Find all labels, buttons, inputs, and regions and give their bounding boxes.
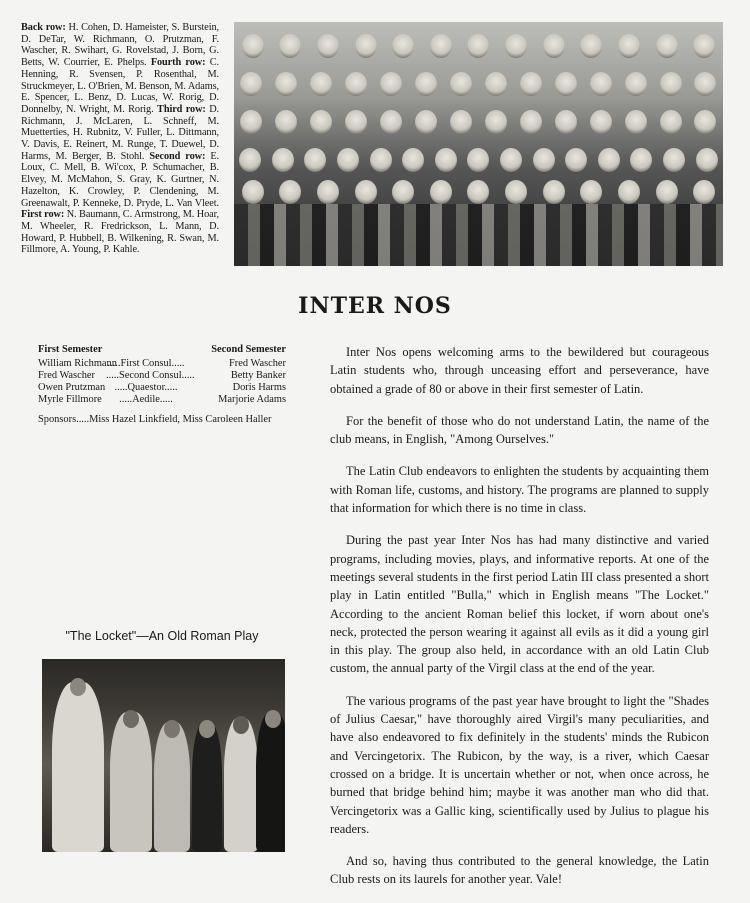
second-row-label: Second row: bbox=[149, 150, 206, 162]
page-title: INTER NOS bbox=[298, 293, 452, 319]
officer-row: Myrle Fillmore .....Aedile..... Marjorie Adams bbox=[38, 394, 286, 405]
photo-row-first bbox=[234, 180, 723, 204]
photo-row-fourth bbox=[234, 72, 723, 96]
photo-row-third bbox=[234, 110, 723, 134]
officers-table bbox=[38, 344, 286, 406]
officers-header bbox=[38, 344, 286, 356]
paragraph: And so, having thus contributed to the general knowledge, the Latin Club rests on its laurels for another year. Vale! bbox=[330, 854, 709, 887]
paragraph: The Latin Club endeavors to enlighten the students by acquainting them with Roman life, customs, and history. The programs are planned to supply that information for which there is no time in class. bbox=[330, 464, 709, 516]
second-row-names: E. Loux, C. Mell, B. Wi'cox, P. Schumacher, B. Elvey, M. McMahon, S. Gray, K. Gurtner, N. Hazelton, K. Crowley, P. Clendening, M. Greenawalt, P. Kenneke, D. Pryde, L. Van Vleet. bbox=[21, 150, 220, 209]
back-row-names: H. Cohen, D. Hameister, S. Burstein, D. DeTar, W. Richmann, O. Prutzman, F. Wascher, R. Swihart, G. Rovelstad, J. Born, G. Betts, W. Courrier, E. Phelps. bbox=[21, 22, 219, 69]
officer-row: Fred Wascher .....Second Consul..... Betty Banker bbox=[38, 370, 286, 381]
paragraph: During the past year Inter Nos has had many distinctive and varied programs, including movies, plays, and informative reports. At one of the meetings several students in the first period Latin III class presented a short play in Latin entitled "Bulla," which in English means "The Locket." According to the ancient Roman belief this locket, if worn about one's neck, protected the person wearing it against all evils as it did a young girl in this play. The group also held, in accordance with an old Latin Club custom, the annual party of the Virgil class at the end of the year. bbox=[330, 533, 709, 676]
photo-row-back bbox=[234, 34, 723, 58]
back-row-label: Back row: bbox=[21, 22, 66, 33]
third-row-label: Third row: bbox=[157, 103, 206, 115]
photo-row-second bbox=[234, 148, 723, 172]
group-photo bbox=[234, 22, 723, 266]
sponsors-label: Sponsors bbox=[38, 414, 77, 425]
article-body bbox=[330, 343, 709, 903]
first-semester-header: First Semester bbox=[38, 344, 103, 355]
sponsors-line: Sponsors.....Miss Hazel Linkfield, Miss Caroleen Haller bbox=[38, 414, 272, 425]
play-photo-caption: "The Locket"—An Old Roman Play bbox=[65, 629, 259, 643]
play-photo bbox=[42, 659, 285, 852]
paragraph: Inter Nos opens welcoming arms to the bewildered but courageous Latin students who, through unceasing effort and perseverance, have obtained a grade of 80 or above in their first semester of Latin. bbox=[330, 345, 709, 396]
paragraph: For the benefit of those who do not understand Latin, the name of the club means, in English, "Among Ourselves." bbox=[330, 413, 709, 447]
photo-caption-names bbox=[21, 22, 219, 256]
fourth-row-names: C. Henning, R. Svensen, P. Rosenthal, M. Struckmeyer, L. O'Brien, M. Benson, M. Adams, E. Spencer, L. Benz, D. Lucas, W. Rorig, D. Donnelby, N. Wright, M. Rorig. bbox=[21, 57, 219, 115]
third-row-names: D. Richmann, J. McLaren, L. Schneff, M. Muetterties, H. Rubnitz, V. Fuller, L. Dittmann, V. Davis, E. Reinert, M. Runge, T. Duewel, D. Harms, M. Berger, B. Stohl. bbox=[21, 103, 220, 162]
first-row-label: First row: bbox=[21, 209, 65, 221]
officer-row: William Richmann .....First Consul..... Fred Wascher bbox=[38, 358, 286, 369]
first-row-names: N. Baumann, C. Armstrong, M. Hoar, M. Wheeler, R. Fredrickson, L. Mann, D. Howard, P. Hubbell, B. Wilkening, R. Swan, M. Fillmore, A. Young, P. Kahle. bbox=[21, 209, 220, 256]
officer-row: Owen Prutzman .....Quaestor..... Doris Harms bbox=[38, 382, 286, 393]
fourth-row-label: Fourth row: bbox=[150, 57, 206, 69]
paragraph: The various programs of the past year have brought to light the "Shades of Julius Caesar," have thoroughly aired Virgil's many peculiarities, and have also endeavored to fix definitely in the students' minds the Rubicon and Vercingetorix. The Rubicon, by the way, is a river, which Caesar crossed on a bridge. It is uncertain whether or not, when once across, he burned that bridge behind him; maybe it was another man who did that. Vercingetorix was a Gallic king, scientifically used by Julius to plague his readers. bbox=[330, 693, 709, 836]
sponsors-names: Miss Hazel Linkfield, Miss Caroleen Haller bbox=[89, 414, 272, 425]
second-semester-header: Second Semester bbox=[211, 344, 286, 355]
